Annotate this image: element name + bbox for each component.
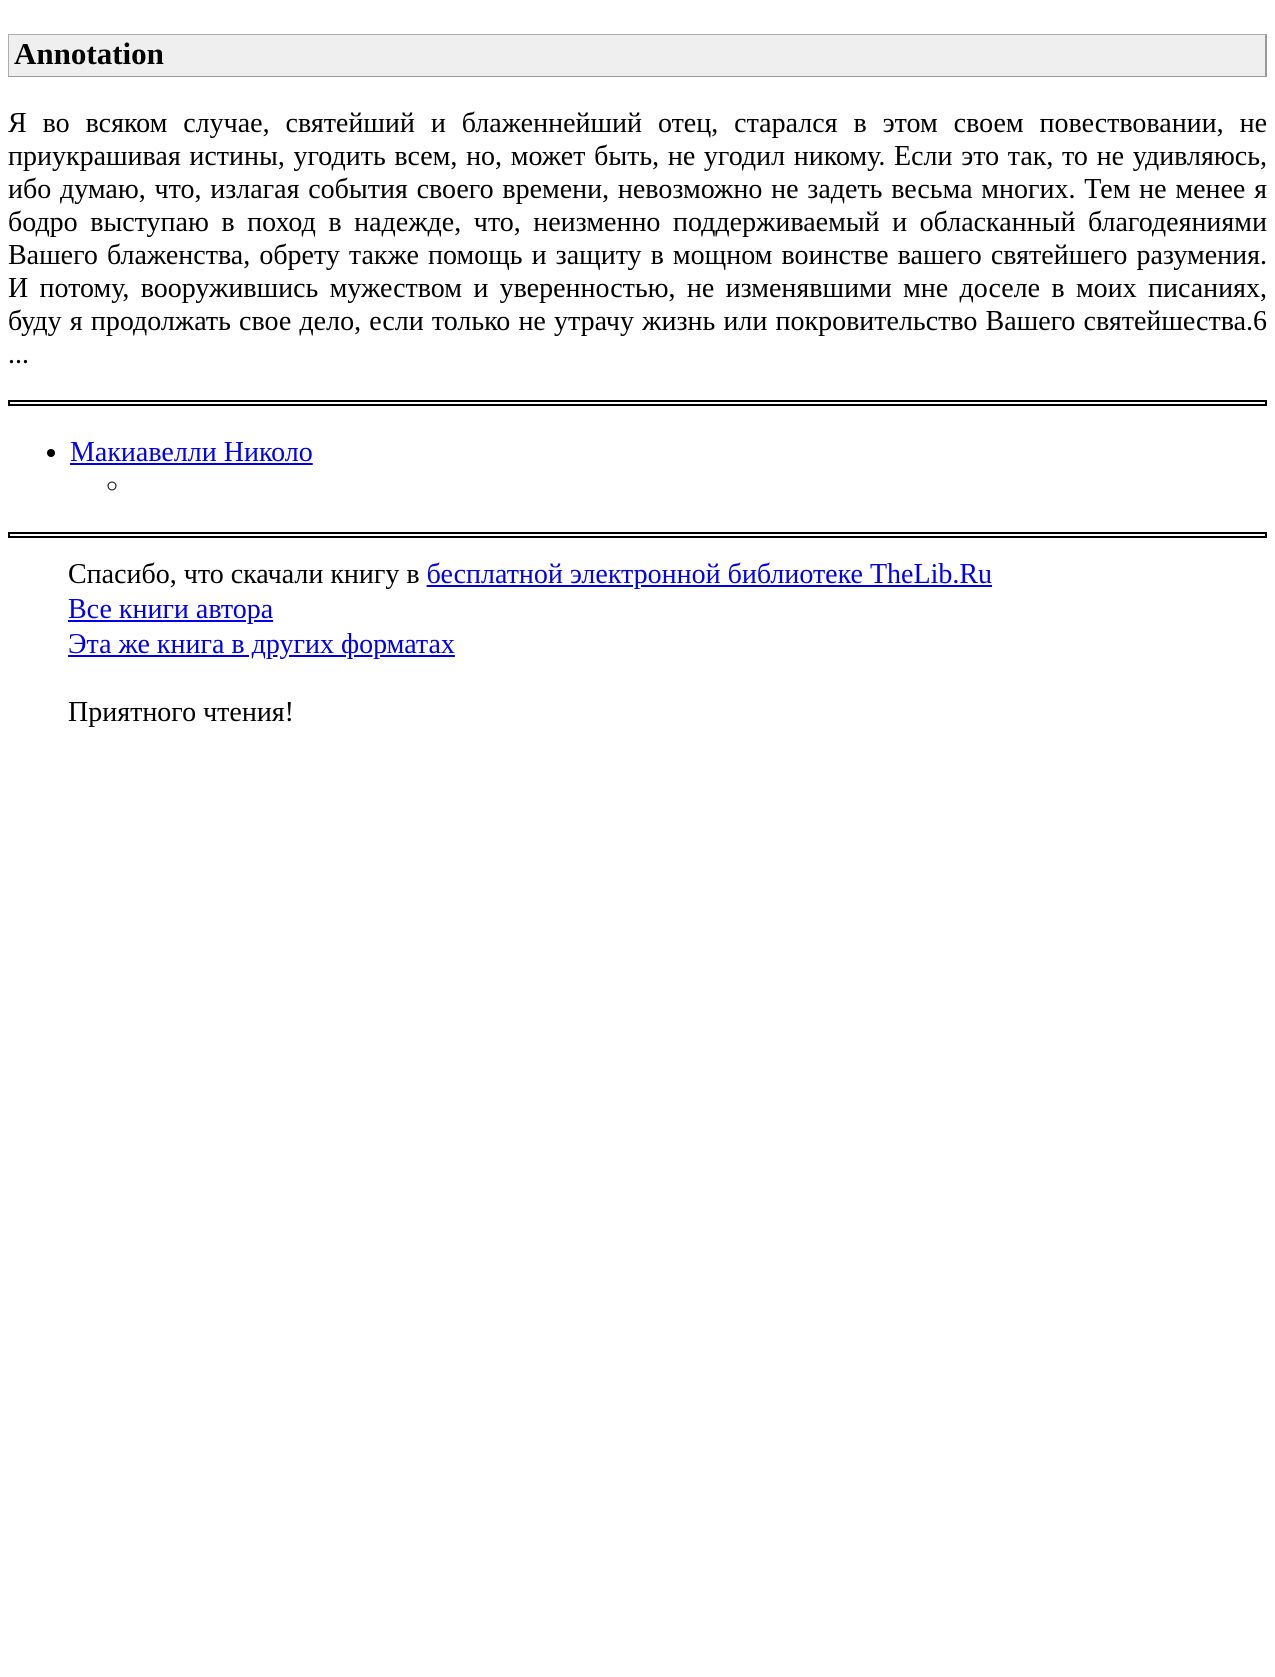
author-link[interactable]: Макиавелли Николо <box>70 437 313 468</box>
download-footer <box>68 557 1267 662</box>
author-list-item <box>70 436 1267 502</box>
closing-text: Приятного чтения! <box>68 697 295 728</box>
author-list <box>8 436 1267 502</box>
annotation-paragraph: Я во всяком случае, святейший и блаженнейший отец, старался в этом своем повествовании, не приукрашивая истины, угодить всем, но, может быть, не угодил никому. Если это так, то не удивляюсь, ибо думаю, что, излагая события своего времени, невозможно не задеть весьма многих. Тем не менее я бодро выступаю в поход в надежде, что, неизменно поддерживаемый и обласканный благодеяниями Вашего блаженства, обрету также помощь и защиту в мощном воинстве вашего святейшего разумения. И потому, вооружившись мужеством и уверенностью, не изменявшими мне доселе в моих писаниях, буду я продолжать свое дело, если только не утрачу жизнь или покровительство Вашего святейшества.6 ... <box>8 108 1267 370</box>
thanks-text: Спасибо, что скачали книгу в <box>68 559 427 590</box>
page-title: Annotation <box>8 34 1267 77</box>
other-formats-link[interactable]: Эта же книга в других форматах <box>68 629 455 660</box>
author-sublist-empty-item <box>131 469 1267 502</box>
author-sublist <box>70 469 1267 502</box>
section-divider-bottom <box>8 532 1267 538</box>
all-books-link[interactable]: Все книги автора <box>68 594 274 625</box>
section-divider-top <box>8 400 1267 406</box>
library-link[interactable]: бесплатной электронной библиотеке TheLib.Ru <box>426 559 993 590</box>
